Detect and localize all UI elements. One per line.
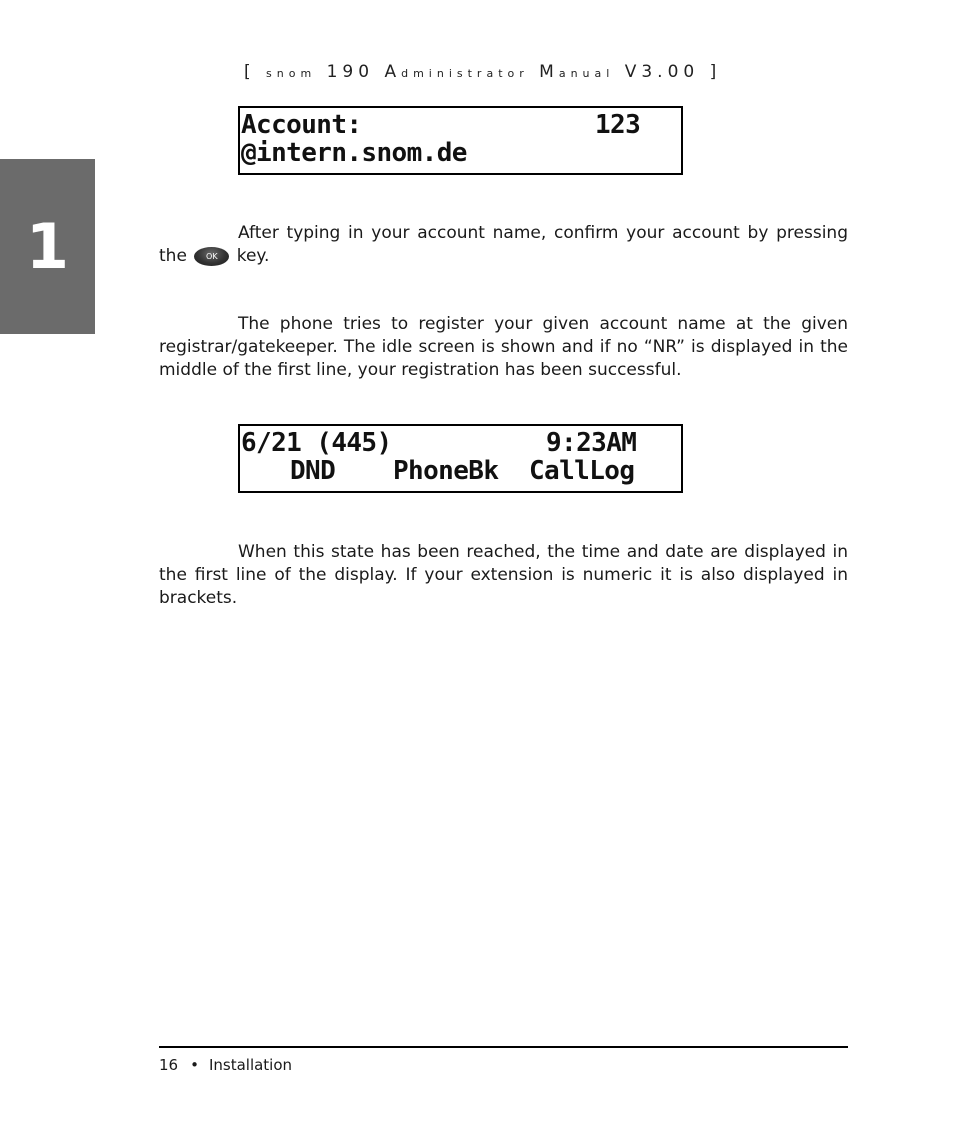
chapter-tab (0, 159, 95, 334)
footer-bullet: • (190, 1056, 199, 1074)
header-version: V3.00 (624, 62, 700, 82)
lcd-idle-screen (238, 424, 683, 493)
footer-page-number: 16 (159, 1056, 179, 1074)
lcd-account-value: 123 (595, 110, 641, 140)
lcd-softkey-calllog: CallLog (529, 456, 635, 486)
lcd-softkey-dnd: DND (290, 456, 336, 486)
header-model: 190 (326, 62, 375, 82)
header-manual-rest: anual (558, 67, 615, 80)
header-open-bracket: [ (244, 62, 256, 82)
confirm-text-before: After typing in your account name, confirm your account by pressing the (159, 223, 848, 266)
page-footer (159, 1056, 292, 1074)
paragraph-confirm-account (159, 222, 848, 268)
paragraph-state-reached: When this state has been reached, the time and date are displayed in the first line of the display. If your extension is numeric it is also displayed in brackets. (159, 542, 848, 608)
header-admin-initial: A (384, 62, 402, 82)
header-close-bracket: ] (709, 62, 722, 82)
footer-section: Installation (208, 1056, 293, 1074)
header-manual-initial: M (539, 62, 559, 82)
header-product: snom (266, 67, 317, 80)
running-header (244, 62, 721, 82)
lcd-account-screen (238, 106, 683, 175)
paragraph-registration: The phone tries to register your given account name at the given registrar/gatekeeper. The idle screen is shown and if no “NR” is displayed in the middle of the first line, your registration has been successful. (159, 314, 848, 380)
confirm-text-after: key. (236, 246, 270, 266)
ok-key-icon: OK (194, 247, 229, 266)
header-admin-rest: dministrator (401, 67, 529, 80)
lcd-account-label: Account: (241, 110, 362, 140)
footer-divider (159, 1046, 848, 1048)
lcd-account-domain: @intern.snom.de (241, 138, 467, 168)
chapter-number: 1 (25, 209, 70, 283)
lcd-idle-date-extension: 6/21 (445) (241, 428, 392, 458)
lcd-softkey-phonebook: PhoneBk (393, 456, 499, 486)
lcd-idle-time: 9:23AM (546, 428, 637, 458)
